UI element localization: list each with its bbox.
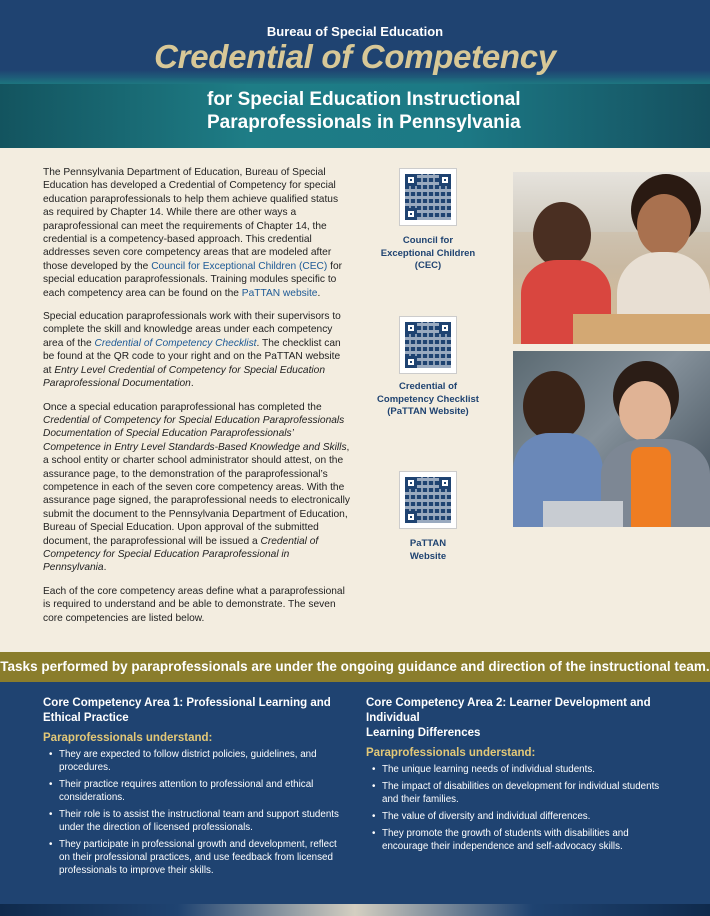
competency-area-2 bbox=[366, 696, 676, 857]
area-2-list bbox=[366, 763, 676, 853]
photo-adult-and-student bbox=[513, 351, 710, 527]
list-item: • They are expected to follow district policies, guidelines, and procedures. bbox=[43, 748, 343, 774]
intro-text-segment: . bbox=[103, 562, 107, 574]
teacher-face bbox=[637, 194, 691, 256]
intro-paragraph-2 bbox=[43, 310, 351, 390]
competency-section bbox=[0, 682, 710, 904]
qr-finder bbox=[405, 356, 417, 368]
intro-text-segment: Special education paraprofessionals work with their supervisors to complete the skill and knowledge areas under each competency area of the bbox=[43, 311, 341, 349]
qr-label-line: PaTTAN bbox=[409, 538, 447, 549]
area-1-title-line: Ethical Practice bbox=[43, 712, 129, 724]
list-item: • They promote the growth of students with disabilities and encourage their independence and self-advocacy skills. bbox=[366, 827, 676, 853]
qr-label-line: Exceptional Children bbox=[380, 247, 476, 259]
intro-emphasis: Credential of Competency for Special Education Paraprofessionals Documentation of Special Education Paraprofessionals’ Competence in Entry Level Standards-Based Knowledge and Skills bbox=[43, 414, 347, 453]
list-item: • The unique learning needs of individual students. bbox=[366, 763, 676, 776]
table bbox=[573, 314, 710, 344]
competency-area-1 bbox=[43, 696, 343, 881]
adult-head bbox=[523, 371, 585, 441]
subtitle-line-1: for Special Education Instructional bbox=[207, 89, 521, 110]
list-item: • Their role is to assist the instructional team and support students under the direction of licensed professionals. bbox=[43, 808, 343, 834]
pattan-website-link[interactable]: PaTTAN website bbox=[241, 287, 318, 299]
list-item: • Their practice requires attention to professional and ethical considerations. bbox=[43, 778, 343, 804]
guidance-banner: Tasks performed by paraprofessionals are under the ongoing guidance and direction of the instructional team. bbox=[0, 652, 710, 682]
qr-label-line: Council for bbox=[402, 235, 454, 246]
footer-strip bbox=[0, 904, 710, 916]
qr-finder bbox=[405, 477, 417, 489]
bureau-name: Bureau of Special Education bbox=[266, 24, 444, 39]
area-2-title-line: Core Competency Area 2: Learner Development and Individual bbox=[366, 697, 651, 724]
intro-emphasis: Entry Level Credential of Competency for Special Education Paraprofessional Documentation bbox=[43, 364, 326, 390]
qr-finder bbox=[405, 322, 417, 334]
qr-finder bbox=[405, 511, 417, 523]
qr-finder bbox=[439, 174, 451, 186]
area-2-title bbox=[366, 696, 676, 741]
area-1-list bbox=[43, 748, 343, 877]
header bbox=[0, 0, 710, 148]
area-1-title bbox=[43, 696, 343, 726]
student-face bbox=[619, 381, 671, 441]
area-1-title-line: Core Competency Area 1: Professional Learning and bbox=[43, 697, 331, 709]
qr-finder bbox=[405, 208, 417, 220]
checklist-qr-code[interactable] bbox=[399, 316, 457, 374]
intro-text-segment: The Pennsylvania Department of Education, Bureau of Special Education has developed a Credential of Competency for special education paraprofessionals to help them achieve qualified status as required by Chapter 14. While there are other ways a paraprofessional can meet the requirements of Chapter 14, the credential is a competency-based approach. This credential addresses seven core competency areas that are modeled after those developed by the bbox=[43, 167, 339, 272]
intro-paragraph-4: Each of the core competency areas define what a paraprofessional is required to understand and be able to demonstrate. The seven core competencies are listed below. bbox=[43, 585, 345, 624]
subtitle-line-2: Paraprofessionals in Pennsylvania bbox=[207, 112, 521, 133]
area-2-title-line: Learning Differences bbox=[366, 727, 481, 739]
intro-text bbox=[43, 166, 351, 635]
photo-child-and-teacher bbox=[513, 172, 710, 344]
list-item: • The value of diversity and individual differences. bbox=[366, 810, 676, 823]
qr-label-line: Competency Checklist bbox=[377, 393, 479, 405]
page-title: Credential of Competency bbox=[154, 38, 556, 75]
cec-qr-label bbox=[368, 235, 488, 273]
area-1-subheading: Paraprofessionals understand: bbox=[43, 732, 213, 744]
pattan-qr-label bbox=[368, 538, 488, 563]
list-item: • They participate in professional growth and development, reflect on their professional practices, and use feedback from licensed professionals to improve their skills. bbox=[43, 838, 343, 877]
intro-text-segment: . The checklist can be found at the QR code to your right and on the PaTTAN website at bbox=[43, 337, 341, 376]
child-head bbox=[533, 202, 591, 268]
intro-text-segment: . bbox=[190, 378, 194, 390]
qr-finder bbox=[439, 322, 451, 334]
intro-text-segment: . bbox=[317, 287, 321, 299]
intro-paragraph-1 bbox=[43, 166, 351, 300]
list-item: • The impact of disabilities on development for individual students and their families. bbox=[366, 780, 676, 806]
cec-qr-code[interactable] bbox=[399, 168, 457, 226]
qr-label-line: Website bbox=[409, 550, 447, 562]
intro-paragraph-3 bbox=[43, 401, 351, 575]
intro-text-segment: for special education paraprofessionals. Training modules specific to each competency area can be found on the bbox=[43, 260, 343, 299]
checklist-link[interactable]: Credential of Competency Checklist bbox=[94, 337, 257, 349]
checklist-qr-label bbox=[363, 381, 493, 419]
intro-text-segment: , a school entity or charter school administrator should attest, on the assurance page, to the demonstration of the paraprofessional’s competence in each of the seven core competency areas. With the assurance page signed, the paraprofessional needs to electronically submit the document to the Pennsylvania Department of Education, Bureau of Special Education. Upon approval of the submitted document, the paraprofessional will be issued a bbox=[43, 441, 350, 547]
qr-label-line: Credential of bbox=[398, 381, 458, 392]
pattan-qr-code[interactable] bbox=[399, 471, 457, 529]
intro-text-segment: Once a special education paraprofessional has completed the bbox=[43, 401, 322, 413]
intro-emphasis: Credential of Competency for Special Education Paraprofessional in Pennsylvania bbox=[43, 535, 319, 574]
qr-label-line: (CEC) bbox=[414, 260, 442, 271]
qr-finder bbox=[405, 174, 417, 186]
area-2-subheading: Paraprofessionals understand: bbox=[366, 747, 536, 759]
laptop bbox=[543, 501, 623, 527]
cec-link[interactable]: Council for Exceptional Children (CEC) bbox=[151, 260, 328, 272]
qr-finder bbox=[439, 477, 451, 489]
page-subtitle bbox=[207, 88, 521, 134]
student-shirt bbox=[631, 447, 671, 527]
qr-label-line: (PaTTAN Website) bbox=[387, 406, 469, 417]
